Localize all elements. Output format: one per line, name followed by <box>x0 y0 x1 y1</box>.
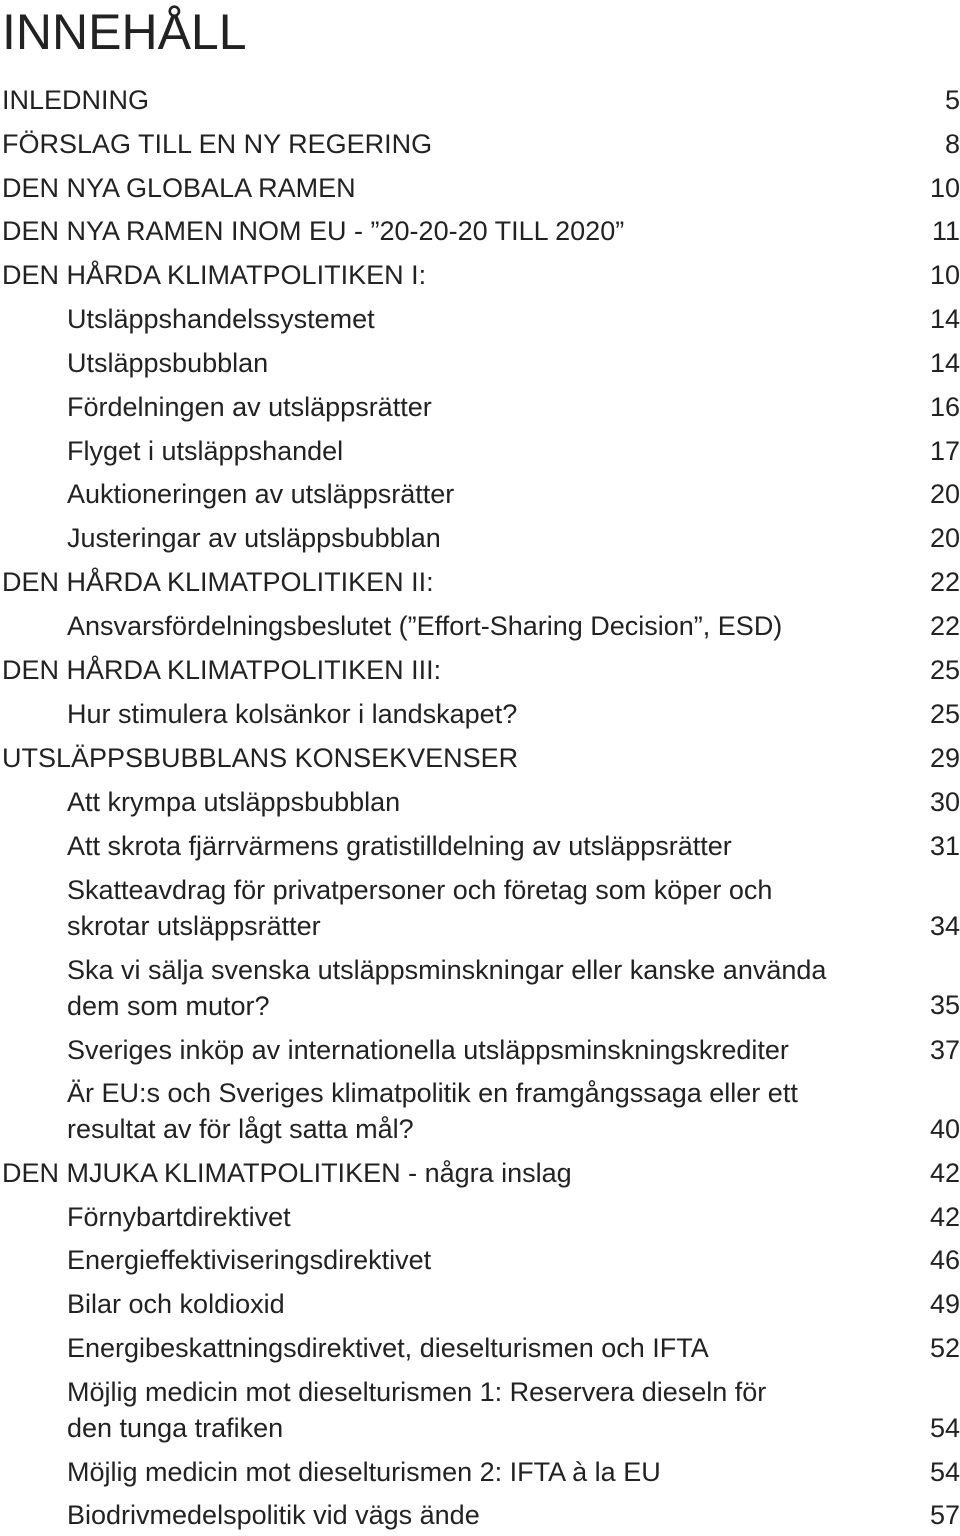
toc-page-number: 10 <box>929 173 960 203</box>
toc-page-number: 10 <box>929 260 960 290</box>
toc-page-number: 40 <box>929 1114 960 1144</box>
toc-page-number: 49 <box>929 1289 960 1319</box>
toc-entry-label: Utsläppshandelssystemet <box>67 304 375 334</box>
toc-entry <box>2 82 149 118</box>
toc-subentry <box>67 608 782 644</box>
toc-page-number: 14 <box>929 348 960 378</box>
toc-subentry <box>67 1330 709 1366</box>
toc-entry-label-line2: dem som mutor? <box>67 991 270 1021</box>
toc-entry-label: Möjlig medicin mot dieselturismen 2: IFTA à la EU <box>67 1457 661 1487</box>
toc-page-number: 31 <box>929 831 960 861</box>
toc-entry-label-line2: resultat av för lågt satta mål? <box>67 1114 414 1144</box>
toc-page-number: 17 <box>929 436 960 466</box>
toc-entry-label: INLEDNING <box>2 85 150 115</box>
toc-entry-label-line1: Ska vi sälja svenska utsläppsminskningar eller kanske använda <box>67 955 827 985</box>
toc-subentry <box>67 828 732 864</box>
toc-entry-label: Hur stimulera kolsänkor i landskapet? <box>67 699 518 729</box>
toc-page-number: 29 <box>929 743 960 773</box>
toc-page-number: 35 <box>929 990 960 1020</box>
toc-subentry <box>67 784 400 820</box>
toc-subentry <box>67 1497 480 1533</box>
toc-subentry <box>67 696 517 732</box>
toc-entry <box>2 652 441 688</box>
toc-entry-label: Biodrivmedelspolitik vid vägs ände <box>67 1500 480 1530</box>
toc-page-number: 8 <box>944 129 960 159</box>
toc-entry-label: DEN NYA RAMEN INOM EU - ”20-20-20 TILL 2020” <box>2 216 625 246</box>
toc-page-number: 34 <box>929 911 960 941</box>
toc-page-number: 54 <box>929 1457 960 1487</box>
toc-entry-label-line1: Möjlig medicin mot dieselturismen 1: Reservera dieseln för <box>67 1377 767 1407</box>
toc-subentry <box>67 1374 766 1446</box>
toc-page-number: 37 <box>929 1035 960 1065</box>
toc-entry-label: DEN HÅRDA KLIMATPOLITIKEN III: <box>2 655 442 685</box>
toc-entry <box>2 126 432 162</box>
toc-page-number: 42 <box>929 1202 960 1232</box>
toc-page-number: 25 <box>929 655 960 685</box>
toc-subentry <box>67 345 268 381</box>
toc-page-number: 57 <box>929 1500 960 1530</box>
toc-entry-label: Utsläppsbubblan <box>67 348 269 378</box>
toc-page-number: 20 <box>929 479 960 509</box>
page-title: INNEHÅLL <box>2 4 247 60</box>
toc-subentry <box>67 1242 431 1278</box>
toc-entry-label: DEN HÅRDA KLIMATPOLITIKEN I: <box>2 260 427 290</box>
toc-subentry <box>67 476 454 512</box>
toc-entry-label: Energieffektiviseringsdirektivet <box>67 1245 432 1275</box>
toc-subentry <box>67 1454 661 1490</box>
toc-entry-label-line2: den tunga trafiken <box>67 1413 284 1443</box>
toc-page-number: 30 <box>929 787 960 817</box>
toc-page-number: 22 <box>929 567 960 597</box>
toc-subentry <box>67 872 772 944</box>
toc-entry-label: Flyget i utsläppshandel <box>67 436 344 466</box>
toc-subentry <box>67 433 343 469</box>
toc-page-number: 52 <box>929 1333 960 1363</box>
toc-subentry <box>67 1032 789 1068</box>
toc-subentry <box>67 1199 291 1235</box>
toc-entry <box>2 257 426 293</box>
toc-entry-label-line1: Skatteavdrag för privatpersoner och företag som köper och <box>67 875 773 905</box>
toc-entry <box>2 564 434 600</box>
toc-page-number: 46 <box>929 1245 960 1275</box>
toc-subentry <box>67 1286 285 1322</box>
toc-page-number: 25 <box>929 699 960 729</box>
toc-subentry <box>67 520 441 556</box>
toc-entry-label: FÖRSLAG TILL EN NY REGERING <box>2 129 433 159</box>
toc-entry-label: Justeringar av utsläppsbubblan <box>67 523 441 553</box>
toc-entry-label-line2: skrotar utsläppsrätter <box>67 911 321 941</box>
toc-subentry <box>67 389 432 425</box>
toc-page-number: 54 <box>929 1413 960 1443</box>
toc-entry-label: DEN NYA GLOBALA RAMEN <box>2 173 356 203</box>
toc-entry-label: Att skrota fjärrvärmens gratistilldelning av utsläppsrätter <box>67 831 732 861</box>
toc-entry-label: DEN MJUKA KLIMATPOLITIKEN - några inslag <box>2 1158 572 1188</box>
toc-entry <box>2 740 518 776</box>
toc-entry-label: Ansvarsfördelningsbeslutet (”Effort-Sharing Decision”, ESD) <box>67 611 783 641</box>
toc-page-number: 14 <box>929 304 960 334</box>
toc-entry-label: Förnybartdirektivet <box>67 1202 291 1232</box>
toc-page-number: 42 <box>929 1158 960 1188</box>
toc-entry-label: UTSLÄPPSBUBBLANS KONSEKVENSER <box>2 743 519 773</box>
toc-page-number: 11 <box>931 216 960 246</box>
toc-entry <box>2 170 356 206</box>
toc-entry-label: Fördelningen av utsläppsrätter <box>67 392 432 422</box>
toc-entry-label: Bilar och koldioxid <box>67 1289 285 1319</box>
toc-subentry <box>67 952 826 1024</box>
toc-entry <box>2 213 624 249</box>
toc-entry-label: Energibeskattningsdirektivet, dieselturismen och IFTA <box>67 1333 709 1363</box>
toc-page-number: 22 <box>929 611 960 641</box>
toc-page-number: 5 <box>944 85 960 115</box>
toc-entry-label: Att krympa utsläppsbubblan <box>67 787 401 817</box>
toc-subentry <box>67 1075 798 1147</box>
toc-page-number: 16 <box>929 392 960 422</box>
toc-entry <box>2 1155 572 1191</box>
toc-entry-label: Sveriges inköp av internationella utsläppsminskningskrediter <box>67 1035 789 1065</box>
toc-entry-label: DEN HÅRDA KLIMATPOLITIKEN II: <box>2 567 434 597</box>
toc-entry-label-line1: Är EU:s och Sveriges klimatpolitik en framgångssaga eller ett <box>67 1078 798 1108</box>
toc-page-number: 20 <box>929 523 960 553</box>
toc-entry-label: Auktioneringen av utsläppsrätter <box>67 479 455 509</box>
toc-subentry <box>67 301 375 337</box>
